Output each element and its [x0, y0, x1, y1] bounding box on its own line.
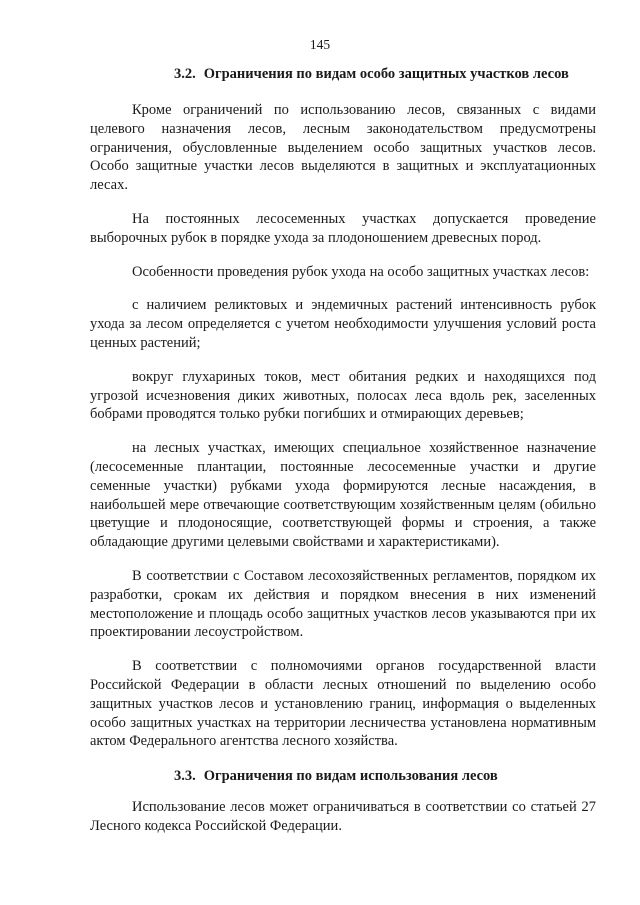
paragraph: Особенности проведения рубок ухода на особо защитных участках лесов: [132, 263, 590, 280]
paragraph: вокруг глухариных токов, мест обитания редких и находящихся под угрозой исчезновения диких животных, полосах леса вдоль рек, заселенных бобрами проводятся только рубки погибших и отмирающих деревьев; [90, 368, 596, 423]
paragraph: с наличием реликтовых и эндемичных растений интенсивность рубок ухода за лесом определяется с учетом необходимости улучшения условий роста ценных растений; [90, 297, 596, 351]
section-number: 3.2. [174, 66, 196, 82]
section-heading-3-3 [90, 766, 596, 786]
paragraph: Кроме ограничений по использованию лесов, связанных с видами целевого назначения лесов, лесным законодательством предусмотрены ограничения, обусловленные выделением особо защитных участков лесов. Особо защитные участки лесов выделяются в защитных и эксплуатационных лесах. [90, 102, 596, 194]
page-content [90, 64, 596, 851]
paragraph: Использование лесов может ограничиваться в соответствии со статьей 27 Лесного кодекса Российской Федерации. [90, 799, 596, 834]
paragraph: В соответствии с Составом лесохозяйственных регламентов, порядком их разработки, срокам их действия и порядком внесения в них изменений местоположение и площадь особо защитных участков лесов указываются при их проектировании лесоустройством. [90, 567, 596, 641]
paragraph: В соответствии с полномочиями органов государственной власти Российской Федерации в области лесных отношений по выделению особо защитных участков лесов и установлению границ, информация о выделенных особо защитных участках на территории лесничества установлена нормативным актом Федерального агентства лесного хозяйства. [90, 658, 596, 750]
section-title: Ограничения по видам особо защитных участков лесов [203, 66, 569, 82]
section-heading-3-2 [90, 64, 596, 84]
section-title: Ограничения по видам использования лесов [203, 768, 498, 785]
paragraph: на лесных участках, имеющих специальное хозяйственное назначение (лесосеменные плантации, постоянные лесосеменные участки и другие семенные участки) рубками ухода формируются лесные насаждения, в наибольшей мере отвечающие соответствующим хозяйственным целям (обильно цветущие и плодоносящие, соответствующей формы и строения, а также обладающие другими целевыми свойствами и характеристиками). [90, 440, 596, 551]
section-number: 3.3. [174, 768, 196, 785]
paragraph: На постоянных лесосеменных участках допускается проведение выборочных рубок в порядке ухода за плодоношением древесных пород. [90, 210, 596, 246]
page-number: 145 [309, 37, 331, 52]
